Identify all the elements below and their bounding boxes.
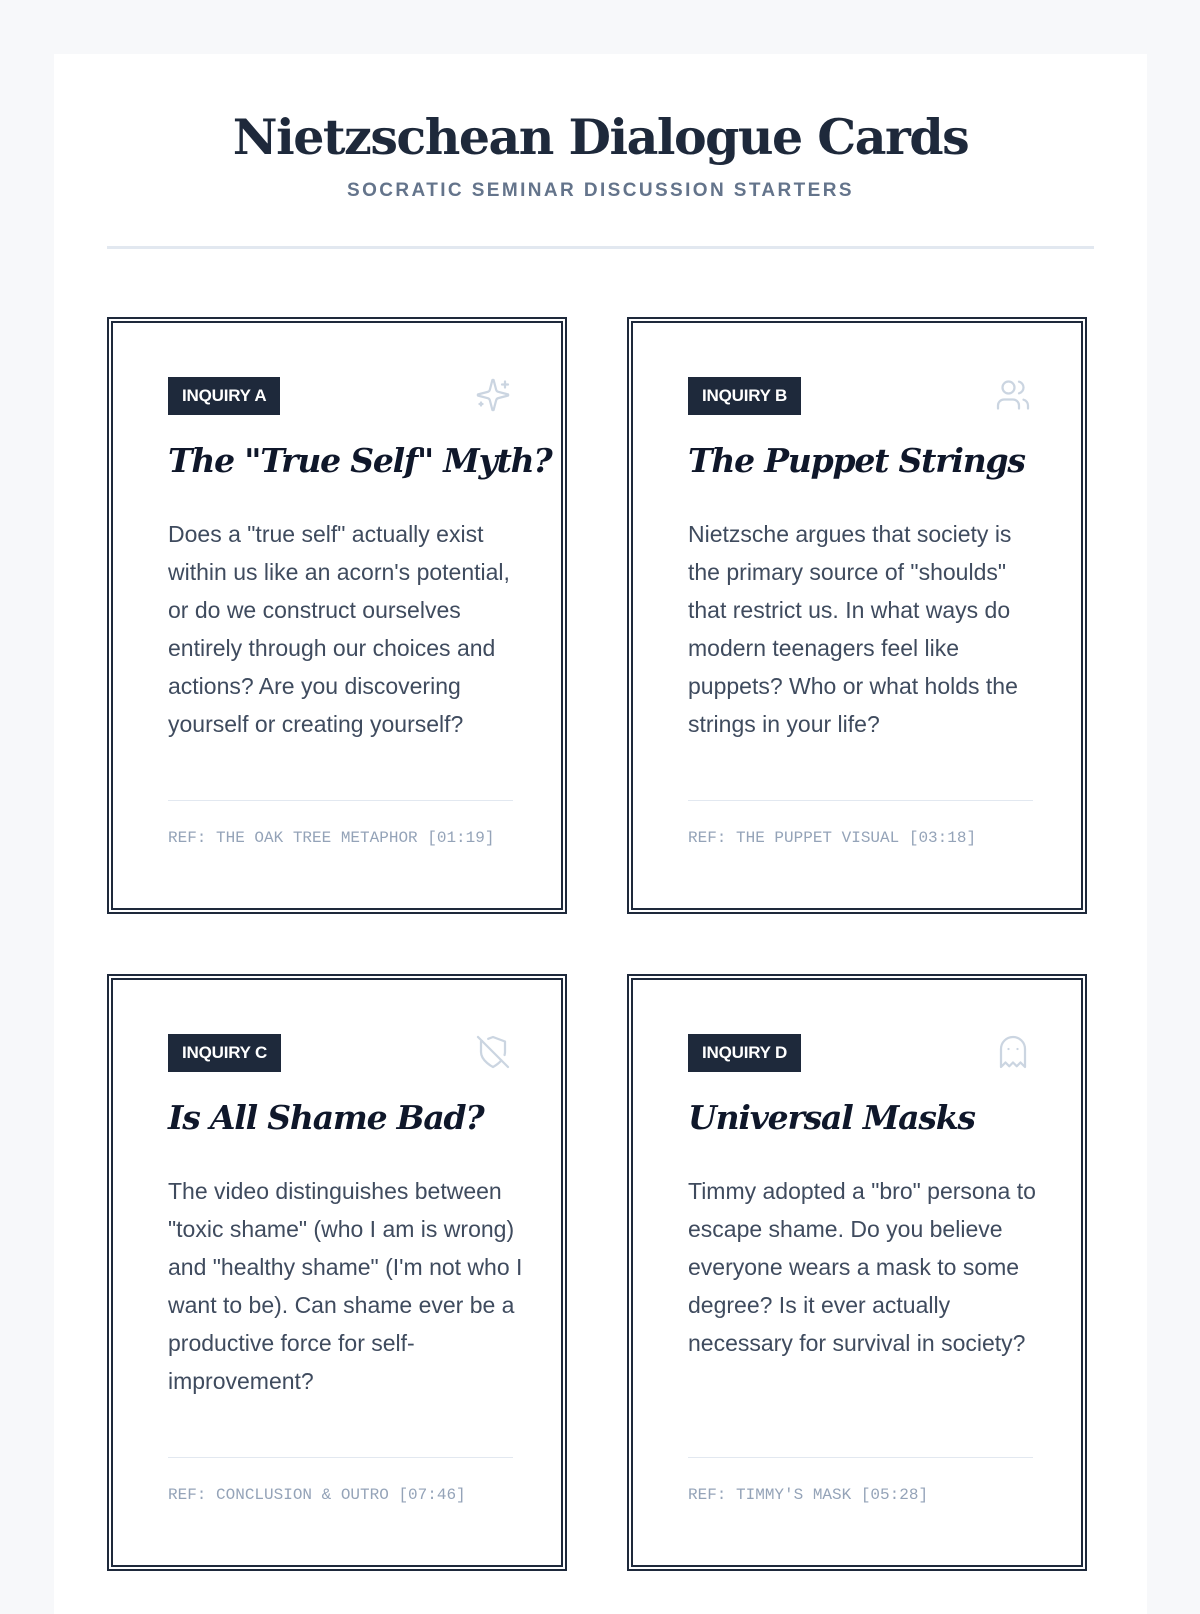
users-icon (995, 377, 1031, 413)
card-divider (168, 1457, 513, 1458)
dialogue-card-b (627, 317, 1087, 914)
card-question: Nietzsche argues that society is the primary source of "shoulds" that restrict us. In what ways do modern teenagers feel like puppets? Who or what holds the strings in your life? (688, 521, 1018, 737)
card-reference: REF: TIMMY'S MASK [05:28] (688, 1486, 929, 1504)
ghost-icon (995, 1034, 1031, 1070)
inquiry-badge: INQUIRY B (688, 377, 801, 415)
document-sheet (54, 54, 1147, 1614)
inquiry-badge: INQUIRY C (168, 1034, 281, 1072)
card-title: The "True Self" Myth? (168, 441, 552, 480)
inquiry-badge: INQUIRY A (168, 377, 280, 415)
dialogue-card-d (627, 974, 1087, 1571)
header-divider (107, 246, 1094, 249)
inquiry-badge: INQUIRY D (688, 1034, 801, 1072)
card-divider (688, 1457, 1033, 1458)
shield-off-icon (475, 1034, 511, 1070)
card-title: Is All Shame Bad? (168, 1098, 484, 1137)
card-reference: REF: CONCLUSION & OUTRO [07:46] (168, 1486, 466, 1504)
dialogue-card-a (107, 317, 567, 914)
card-title: The Puppet Strings (688, 441, 1025, 480)
page-subtitle: SOCRATIC SEMINAR DISCUSSION STARTERS (347, 180, 854, 201)
page-title: Nietzschean Dialogue Cards (232, 108, 969, 166)
card-question: Timmy adopted a "bro" persona to escape shame. Do you believe everyone wears a mask to some degree? Is it ever actually necessary for survival in society? (688, 1178, 1036, 1356)
card-divider (688, 800, 1033, 801)
dialogue-card-c (107, 974, 567, 1571)
card-reference: REF: THE OAK TREE METAPHOR [01:19] (168, 829, 495, 847)
card-question: The video distinguishes between "toxic shame" (who I am is wrong) and "healthy shame" (I'm not who I want to be). Can shame ever be a productive force for self-improvement? (168, 1178, 523, 1394)
card-title: Universal Masks (688, 1098, 975, 1137)
card-divider (168, 800, 513, 801)
card-question: Does a "true self" actually exist within us like an acorn's potential, or do we construct ourselves entirely through our choices and actions? Are you discovering yourself or creating yourself? (168, 521, 510, 737)
sparkles-icon (475, 377, 511, 413)
card-reference: REF: THE PUPPET VISUAL [03:18] (688, 829, 977, 847)
